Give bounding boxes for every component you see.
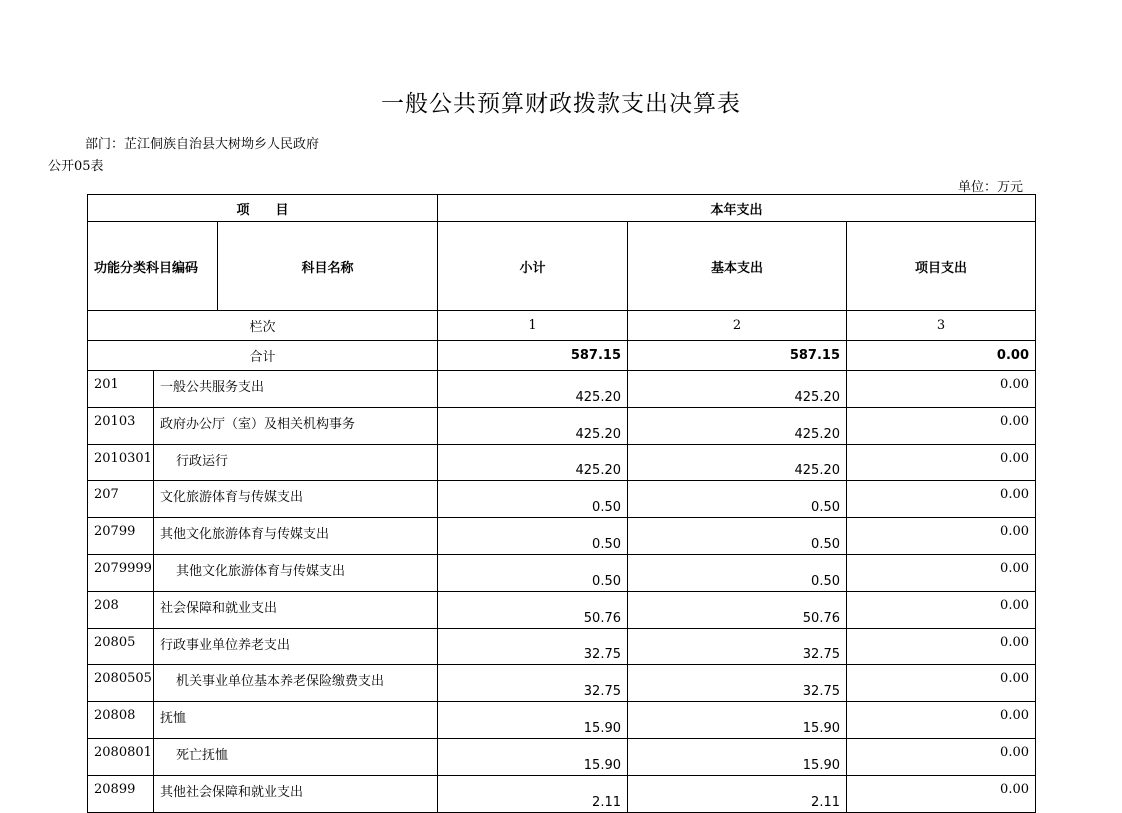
row-basic: 32.75 xyxy=(628,665,847,702)
row-project: 0.00 xyxy=(847,407,1036,444)
row-basic: 0.50 xyxy=(628,481,847,518)
row-basic: 15.90 xyxy=(628,738,847,775)
header-project: 项目支出 xyxy=(847,222,1036,311)
row-project: 0.00 xyxy=(847,444,1036,481)
row-code: 20808 xyxy=(88,702,154,739)
total-row xyxy=(88,341,1036,371)
row-name: 死亡抚恤 xyxy=(154,738,438,775)
row-code: 201 xyxy=(88,371,154,408)
row-subtotal: 15.90 xyxy=(438,738,628,775)
row-code: 20805 xyxy=(88,628,154,665)
row-name: 一般公共服务支出 xyxy=(154,371,438,408)
row-subtotal: 50.76 xyxy=(438,591,628,628)
table-row xyxy=(88,518,1036,555)
row-subtotal: 425.20 xyxy=(438,444,628,481)
row-project: 0.00 xyxy=(847,371,1036,408)
row-basic: 425.20 xyxy=(628,444,847,481)
row-code: 2080801 xyxy=(88,738,154,775)
row-subtotal: 0.50 xyxy=(438,518,628,555)
table-row xyxy=(88,554,1036,591)
row-name: 行政运行 xyxy=(154,444,438,481)
col-index-1: 1 xyxy=(438,311,628,341)
row-name: 文化旅游体育与传媒支出 xyxy=(154,481,438,518)
row-project: 0.00 xyxy=(847,665,1036,702)
row-project: 0.00 xyxy=(847,738,1036,775)
row-code: 207 xyxy=(88,481,154,518)
row-project: 0.00 xyxy=(847,775,1036,812)
row-name: 抚恤 xyxy=(154,702,438,739)
table-row xyxy=(88,591,1036,628)
row-name: 其他社会保障和就业支出 xyxy=(154,775,438,812)
header-name: 科目名称 xyxy=(218,222,438,311)
row-subtotal: 2.11 xyxy=(438,775,628,812)
row-basic: 425.20 xyxy=(628,407,847,444)
row-name: 其他文化旅游体育与传媒支出 xyxy=(154,554,438,591)
row-name: 社会保障和就业支出 xyxy=(154,591,438,628)
expenditure-table xyxy=(87,194,1036,813)
row-subtotal: 32.75 xyxy=(438,628,628,665)
table-row xyxy=(88,738,1036,775)
header-subtotal: 小计 xyxy=(438,222,628,311)
row-code: 208 xyxy=(88,591,154,628)
row-basic: 2.11 xyxy=(628,775,847,812)
row-code: 2079999 xyxy=(88,554,154,591)
row-basic: 0.50 xyxy=(628,518,847,555)
table-row xyxy=(88,444,1036,481)
table-row xyxy=(88,628,1036,665)
table-row xyxy=(88,407,1036,444)
row-subtotal: 32.75 xyxy=(438,665,628,702)
row-basic: 32.75 xyxy=(628,628,847,665)
row-subtotal: 0.50 xyxy=(438,481,628,518)
row-subtotal: 0.50 xyxy=(438,554,628,591)
row-subtotal: 15.90 xyxy=(438,702,628,739)
row-subtotal: 425.20 xyxy=(438,407,628,444)
row-name: 政府办公厅（室）及相关机构事务 xyxy=(154,407,438,444)
col-index-3: 3 xyxy=(847,311,1036,341)
row-name: 机关事业单位基本养老保险缴费支出 xyxy=(154,665,438,702)
header-basic: 基本支出 xyxy=(628,222,847,311)
table-row xyxy=(88,775,1036,812)
header-row-1 xyxy=(88,195,1036,222)
row-project: 0.00 xyxy=(847,554,1036,591)
row-basic: 15.90 xyxy=(628,702,847,739)
row-code: 20103 xyxy=(88,407,154,444)
row-name: 行政事业单位养老支出 xyxy=(154,628,438,665)
row-project: 0.00 xyxy=(847,702,1036,739)
table-row xyxy=(88,481,1036,518)
page-title: 一般公共预算财政拨款支出决算表 xyxy=(381,91,741,117)
col-index-2: 2 xyxy=(628,311,847,341)
row-project: 0.00 xyxy=(847,481,1036,518)
table-row xyxy=(88,371,1036,408)
col-label: 栏次 xyxy=(88,311,438,341)
header-item: 项 目 xyxy=(88,195,438,222)
row-code: 2080505 xyxy=(88,665,154,702)
column-index-row xyxy=(88,311,1036,341)
header-code: 功能分类科目编码 xyxy=(88,222,218,311)
row-project: 0.00 xyxy=(847,628,1036,665)
row-basic: 50.76 xyxy=(628,591,847,628)
form-code: 公开05表 xyxy=(48,159,104,174)
total-basic: 587.15 xyxy=(628,341,847,371)
row-project: 0.00 xyxy=(847,591,1036,628)
table-row xyxy=(88,665,1036,702)
row-basic: 0.50 xyxy=(628,554,847,591)
row-code: 2010301 xyxy=(88,444,154,481)
row-project: 0.00 xyxy=(847,518,1036,555)
unit-label: 单位：万元 xyxy=(958,180,1024,195)
department-label: 部门：芷江侗族自治县大树坳乡人民政府 xyxy=(85,137,320,152)
row-subtotal: 425.20 xyxy=(438,371,628,408)
header-row-2 xyxy=(88,222,1036,311)
row-name: 其他文化旅游体育与传媒支出 xyxy=(154,518,438,555)
total-project: 0.00 xyxy=(847,341,1036,371)
table-row xyxy=(88,702,1036,739)
header-current-year: 本年支出 xyxy=(438,195,1036,222)
row-code: 20899 xyxy=(88,775,154,812)
total-subtotal: 587.15 xyxy=(438,341,628,371)
row-code: 20799 xyxy=(88,518,154,555)
total-label: 合计 xyxy=(88,341,438,371)
row-basic: 425.20 xyxy=(628,371,847,408)
